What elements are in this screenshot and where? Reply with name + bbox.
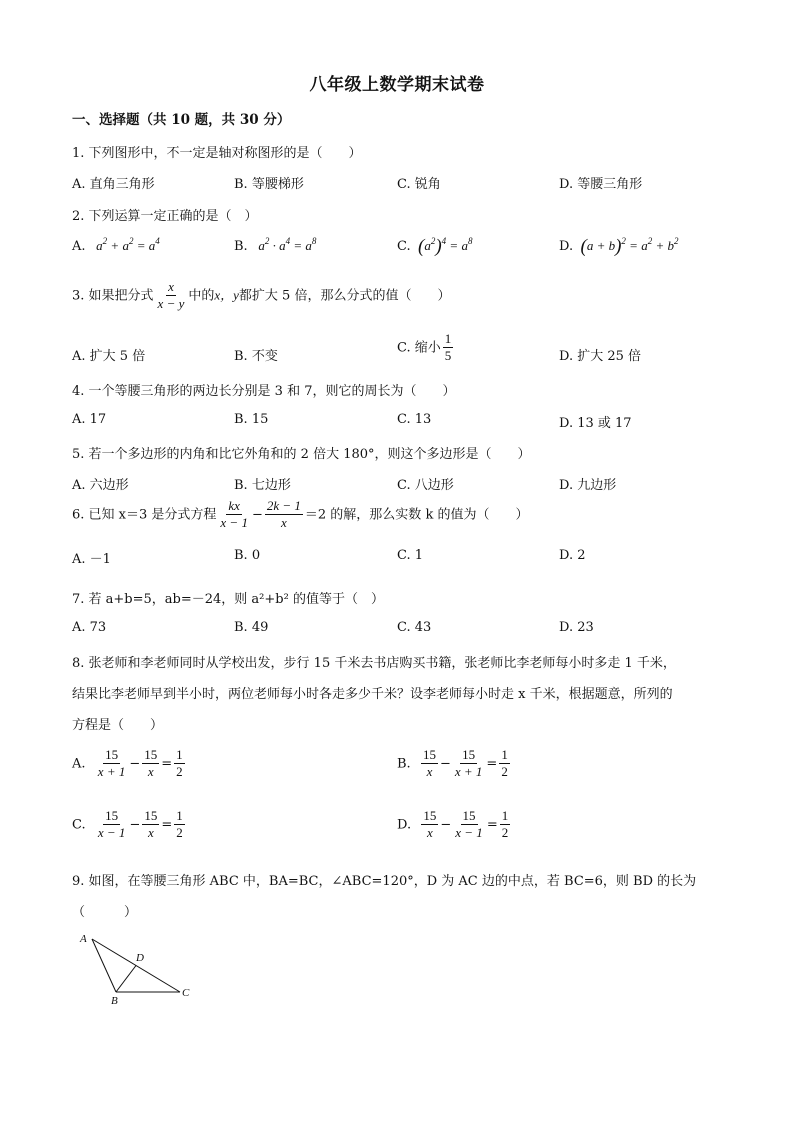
q3-option-b: B. 不变	[234, 349, 278, 364]
q2-option-d-label: D.	[559, 239, 574, 254]
question-4-stem: 4. 一个等腰三角形的两边长分别是 3 和 7，则它的周长为（ ）	[72, 384, 456, 399]
q6-f1-num: kx	[226, 499, 242, 515]
q2-option-d	[559, 236, 678, 258]
q4-option-d: D. 13 或 17	[559, 416, 632, 431]
q8-c-f2-num: 15	[142, 809, 159, 825]
q8-d-f1-den: x	[426, 825, 433, 841]
question-3-stem	[72, 280, 450, 312]
q5-option-a: A. 六边形	[72, 478, 129, 493]
q4-option-a: A. 17	[72, 412, 107, 427]
q2-option-c-expr: $(a^2)^4 = a^8$	[418, 236, 473, 257]
q5-option-d: D. 九边形	[559, 478, 617, 493]
label-c: C	[182, 987, 190, 999]
q3-prefix: 3. 如果把分式	[72, 288, 154, 304]
q3-option-c-num: 1	[443, 332, 454, 348]
q3-option-c-label: C. 缩小	[397, 340, 441, 356]
q3-fraction-den: x − y	[157, 296, 185, 312]
triangle-figure	[74, 930, 204, 1010]
q1-option-d: D. 等腰三角形	[559, 177, 643, 192]
q7-option-c: C. 43	[397, 620, 432, 635]
q8-option-b-label: B.	[397, 756, 411, 772]
question-9-line-2: （ ）	[72, 905, 138, 920]
q8-b-frac-3	[499, 748, 510, 780]
q1-option-c: C. 锐角	[397, 177, 441, 192]
label-a: A	[80, 933, 87, 945]
q5-option-b: B. 七边形	[234, 478, 291, 493]
q8-b-frac-1	[421, 748, 438, 780]
q8-b-f2-den: x + 1	[454, 764, 483, 780]
q8-option-a: A. $\frac{15}{x + 1}$ − $\frac{15}{x}$ = $\frac{1}{2}$	[72, 747, 183, 780]
q8-a-frac-1	[96, 748, 128, 780]
q8-c-f3-den: 2	[176, 825, 183, 841]
q2-option-a	[72, 238, 160, 254]
question-8-line-1: 8. 张老师和李老师同时从学校出发，步行 15 千米去书店购买书籍，张老师比李老师每小时多走 1 千米，	[72, 656, 676, 671]
q8-b-f1-num: 15	[421, 748, 438, 764]
q2-option-b-expr: $a^2 \cdot a^4 = a^8$	[251, 236, 317, 253]
q6-minus: −	[251, 507, 263, 523]
q2-option-d-expr: $(a + b)^2 = a^2 + b^2$	[580, 236, 679, 257]
q8-a-frac-2	[142, 748, 159, 780]
q8-a-f1-den: x + 1	[97, 764, 126, 780]
q7-option-d: D. 23	[559, 620, 594, 635]
q8-a-frac-3	[174, 748, 185, 780]
q8-d-f1-num: 15	[421, 809, 438, 825]
q8-a-f1-num: 15	[103, 748, 120, 764]
q6-fraction-2	[265, 499, 303, 531]
question-6-stem	[72, 499, 528, 531]
q7-option-b: B. 49	[234, 620, 269, 635]
q6-option-a: A. －1	[72, 552, 111, 567]
q4-option-c: C. 13	[397, 412, 432, 427]
q8-d-f3-num: 1	[500, 809, 511, 825]
q8-c-f1-den: x − 1	[97, 825, 126, 841]
section-heading: 一、选择题（共 10 题，共 30 分）	[72, 112, 291, 128]
q8-c-f2-den: x	[147, 825, 154, 841]
q6-f2-num: 2k − 1	[265, 499, 303, 515]
q3-option-c	[397, 332, 455, 364]
q8-d-frac-2	[453, 809, 485, 841]
q8-b-f2-num: 15	[460, 748, 477, 764]
question-9-line-1: 9. 如图，在等腰三角形 ABC 中，BA=BC，∠ABC=120°，D 为 AC 边的中点，若 BC=6，则 BD 的长为	[72, 874, 697, 889]
q8-c-frac-1	[96, 809, 128, 841]
q8-option-d: D. $\frac{15}{x}$ − $\frac{15}{x - 1}$ = $\frac{1}{2}$	[397, 808, 509, 841]
q6-fraction-1	[218, 499, 250, 531]
q2-option-a-expr: $a^2 + a^2 = a^4$	[89, 236, 160, 253]
q8-d-f3-den: 2	[501, 825, 509, 841]
q8-a-f3-num: 1	[174, 748, 185, 764]
q7-option-a: A. 73	[72, 620, 107, 635]
question-8-line-3: 方程是（ ）	[72, 718, 164, 733]
question-1-stem: 1. 下列图形中，不一定是轴对称图形的是（ ）	[72, 146, 362, 161]
segment-bd	[116, 966, 136, 993]
q8-a-f3-den: 2	[176, 764, 183, 780]
q8-c-frac-3	[174, 809, 185, 841]
q8-b-f3-num: 1	[499, 748, 510, 764]
q8-option-d-label: D.	[397, 817, 412, 833]
q6-option-d: D. 2	[559, 548, 586, 563]
q8-b-frac-2	[453, 748, 485, 780]
q3-vars: x，y	[214, 287, 239, 303]
q3-option-a: A. 扩大 5 倍	[72, 349, 146, 364]
q6-f1-den: x − 1	[220, 515, 248, 531]
q3-fraction	[156, 280, 187, 312]
q2-option-c-label: C.	[397, 239, 411, 254]
question-8-line-2: 结果比李老师早到半小时，两位老师每小时各走多少千米？设李老师每小时走 x 千米，根据题意，所列的	[72, 687, 673, 702]
q6-option-b: B. 0	[234, 548, 261, 563]
q1-option-b: B. 等腰梯形	[234, 177, 304, 192]
q8-d-frac-1	[421, 809, 438, 841]
question-5-stem: 5. 若一个多边形的内角和比它外角和的 2 倍大 180°，则这个多边形是（ ）	[72, 447, 531, 462]
q2-option-b-label: B.	[234, 239, 248, 254]
q2-option-b	[234, 238, 316, 254]
q8-option-c: C. $\frac{15}{x - 1}$ − $\frac{15}{x}$ = $\frac{1}{2}$	[72, 808, 183, 841]
q8-b-f3-den: 2	[501, 764, 508, 780]
q8-c-frac-2	[142, 809, 159, 841]
q8-d-f2-num: 15	[461, 809, 478, 825]
q6-prefix: 6. 已知 x＝3 是分式方程	[72, 507, 217, 523]
q3-suffix2: 都扩大 5 倍，那么分式的值（ ）	[238, 288, 451, 304]
q8-c-f1-num: 15	[103, 809, 120, 825]
question-7-stem: 7. 若 a+b=5，ab=－24，则 a²+b² 的值等于（ ）	[72, 592, 384, 607]
q8-a-f2-den: x	[147, 764, 154, 780]
q5-option-c: C. 八边形	[397, 478, 454, 493]
q2-option-c	[397, 236, 472, 258]
q3-option-c-fraction	[443, 332, 454, 364]
q8-c-f3-num: 1	[174, 809, 185, 825]
q1-option-a: A. 直角三角形	[72, 177, 155, 192]
q6-f2-den: x	[280, 515, 287, 531]
q6-option-c: C. 1	[397, 548, 424, 563]
q8-option-a-label: A.	[72, 756, 86, 772]
q8-d-f2-den: x − 1	[455, 825, 483, 841]
q8-option-b: B. $\frac{15}{x}$ − $\frac{15}{x + 1}$ = $\frac{1}{2}$	[397, 747, 508, 780]
q2-option-a-label: A.	[72, 239, 86, 254]
q8-d-frac-3	[500, 809, 511, 841]
q3-option-c-den: 5	[444, 348, 452, 364]
q8-option-c-label: C.	[72, 817, 86, 833]
label-d: D	[136, 952, 144, 964]
q3-option-d: D. 扩大 25 倍	[559, 349, 642, 364]
segment-ab	[92, 939, 116, 992]
q4-option-b: B. 15	[234, 412, 269, 427]
q3-fraction-num: x	[166, 280, 176, 296]
page-title: 八年级上数学期末试卷	[309, 75, 485, 95]
label-b: B	[111, 995, 118, 1007]
q3-suffix: 中的	[188, 288, 215, 304]
question-2-stem: 2. 下列运算一定正确的是（ ）	[72, 209, 258, 224]
q8-b-f1-den: x	[426, 764, 433, 780]
q8-a-f2-num: 15	[142, 748, 159, 764]
q6-suffix: ＝2 的解，那么实数 k 的值为（ ）	[304, 507, 529, 523]
